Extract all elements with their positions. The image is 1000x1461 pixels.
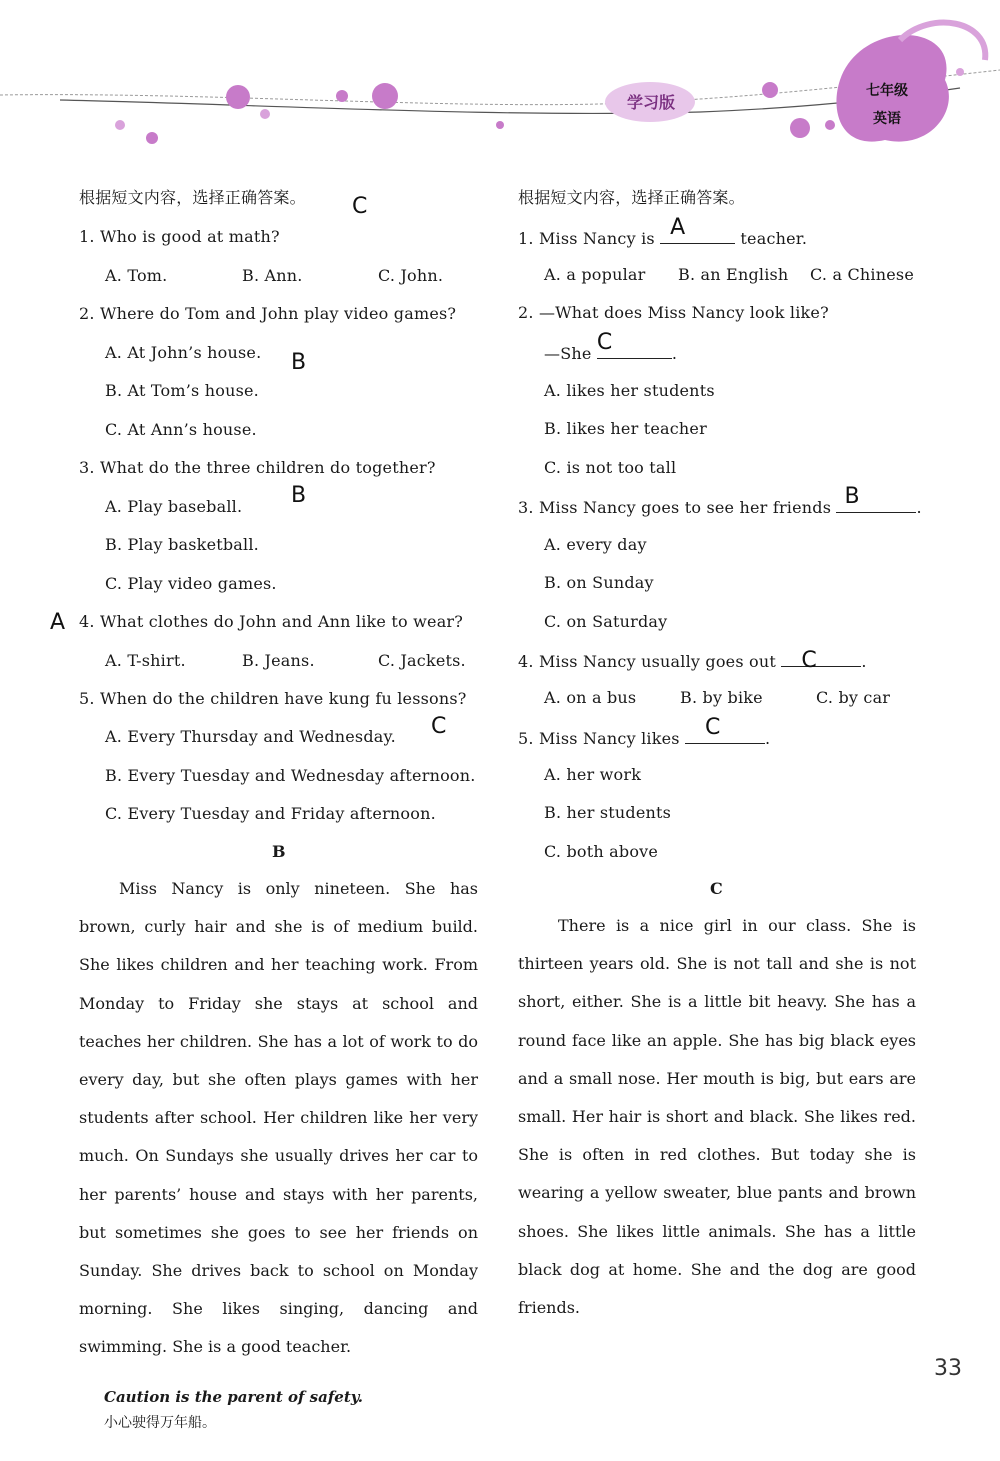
- question-3-stem-end: .: [916, 498, 922, 517]
- question-1-option-c: C. John.: [378, 266, 444, 285]
- question-4-stem-text: 4. Miss Nancy usually goes out: [518, 652, 777, 671]
- question-5-option-b: B. her students: [544, 803, 672, 822]
- header-decoration: [0, 0, 1000, 170]
- handwritten-answer-mark: C: [596, 330, 613, 355]
- question-2-option-a: A. At John’s house.: [105, 343, 262, 362]
- question-1-option-b: B. Ann.: [242, 266, 303, 285]
- question-2-stem: 2. —What does Miss Nancy look like?: [518, 303, 829, 322]
- question-4-stem: [518, 650, 867, 672]
- question-3-stem-text: 3. Miss Nancy goes to see her friends: [518, 498, 832, 517]
- question-5-option-c: C. both above: [544, 842, 659, 861]
- question-4-stem: 4. What clothes do John and Ann like to wear?: [79, 612, 464, 631]
- question-5-option-c: C. Every Tuesday and Friday afternoon.: [105, 804, 436, 823]
- handwritten-answer-mark: A: [670, 215, 686, 240]
- passage-c-text: There is a nice girl in our class. She is thirteen years old. She is not tall and she is not short, either. She is a little bit heavy. She has a round face like an apple. She has big black eyes and a small nose. Her mouth is big, but ears are small. Her hair is short and black. She likes red. She is often in red clothes. But today she is wearing a yellow sweater, blue pants and brown shoes. She likes little animals. She has a little black dog at home. She and the dog are good friends.: [518, 916, 916, 1318]
- section-c-heading: C: [710, 879, 723, 898]
- question-3-option-c: C. on Saturday: [544, 612, 668, 631]
- question-2-option-b: B. At Tom’s house.: [105, 381, 259, 400]
- right-instructions: 根据短文内容，选择正确答案。: [518, 188, 745, 207]
- handwritten-answer-mark: C: [801, 648, 817, 673]
- motto-en-text: Caution is the parent of safety.: [104, 1388, 363, 1406]
- question-4-option-b: B. Jeans.: [242, 651, 315, 670]
- question-4-option-a: A. T-shirt.: [105, 651, 186, 670]
- question-2-option-b: B. likes her teacher: [544, 419, 707, 438]
- question-2-stem: 2. Where do Tom and John play video games?: [79, 304, 457, 323]
- handwritten-answer-mark: A: [50, 610, 66, 635]
- question-2-option-c: C. is not too tall: [544, 458, 677, 477]
- question-5-option-b: B. Every Tuesday and Wednesday afternoon.: [105, 766, 476, 785]
- answer-blank[interactable]: [685, 715, 765, 744]
- question-1-option-b: B. an English: [678, 265, 789, 284]
- passage-b-text: Miss Nancy is only nineteen. She has brown, curly hair and she is of medium build. She likes children and her teaching work. From Monday to Friday she stays at school and teaches her children. She has a lot of work to do every day, but she often plays games with her students after school. Her children like her very much. On Sundays she usually drives her car to her parents’ house and stays with her parents, but sometimes she goes to see her friends on Sunday. She drives back to school on Monday morning. She likes singing, dancing and swimming. She is a good teacher.: [79, 879, 478, 1357]
- question-3-option-b: B. Play basketball.: [105, 535, 259, 554]
- section-b-heading: B: [272, 842, 286, 861]
- footer-motto-en: [104, 1388, 363, 1406]
- question-1-stem: 1. Who is good at math?: [79, 227, 280, 246]
- question-1-stem-text: 1. Miss Nancy is: [518, 229, 655, 248]
- left-instructions: 根据短文内容，选择正确答案。: [79, 188, 306, 207]
- question-5-stem-end: .: [765, 729, 771, 748]
- badge-grade-label: 七年级: [866, 83, 908, 99]
- question-2-answer-end: .: [671, 344, 678, 363]
- question-2-answer-line: [544, 330, 678, 364]
- answer-blank[interactable]: [596, 330, 672, 359]
- question-5-stem: 5. When do the children have kung fu lessons?: [79, 689, 467, 708]
- question-4-stem-end: .: [861, 652, 867, 671]
- question-3-option-c: C. Play video games.: [105, 574, 277, 593]
- handwritten-answer-mark: C: [705, 715, 721, 740]
- question-1-stem: [518, 215, 808, 249]
- question-1-option-a: A. a popular: [544, 265, 646, 284]
- passage-b: [79, 870, 478, 1367]
- badge-left-label: 学习版: [627, 93, 676, 112]
- answer-blank[interactable]: [660, 215, 735, 244]
- passage-c: [518, 907, 916, 1327]
- question-4-option-c: C. by car: [816, 688, 891, 707]
- handwritten-answer-mark: C: [352, 194, 368, 219]
- question-1-option-c: C. a Chinese: [810, 265, 914, 284]
- handwritten-answer-mark: B: [844, 484, 860, 509]
- question-4-option-b: B. by bike: [680, 688, 763, 707]
- handwritten-answer-mark: C: [431, 714, 447, 739]
- footer-motto-cn: 小心驶得万年船。: [104, 1415, 216, 1431]
- question-5-stem: [518, 715, 771, 749]
- answer-blank[interactable]: [781, 648, 861, 673]
- handwritten-answer-mark: B: [291, 350, 307, 375]
- question-4-option-a: A. on a bus: [544, 688, 637, 707]
- question-4-option-c: C. Jackets.: [378, 651, 466, 670]
- question-1-stem-end: teacher.: [740, 229, 808, 248]
- question-3-stem: 3. What do the three children do together?: [79, 458, 436, 477]
- page-number: 33: [934, 1356, 962, 1381]
- question-2-answer-prefix: —She: [544, 344, 592, 363]
- badge-subject-label: 英语: [873, 111, 901, 127]
- question-3-option-a: A. Play baseball.: [105, 497, 243, 516]
- question-1-option-a: A. Tom.: [105, 266, 168, 285]
- handwritten-answer-mark: B: [291, 483, 307, 508]
- question-5-stem-text: 5. Miss Nancy likes: [518, 729, 680, 748]
- question-5-option-a: A. Every Thursday and Wednesday.: [105, 727, 396, 746]
- question-3-stem: [518, 484, 922, 518]
- question-3-option-a: A. every day: [544, 535, 647, 554]
- answer-blank[interactable]: [836, 484, 916, 513]
- question-5-option-a: A. her work: [544, 765, 642, 784]
- question-3-option-b: B. on Sunday: [544, 573, 654, 592]
- question-2-option-c: C. At Ann’s house.: [105, 420, 257, 439]
- question-2-option-a: A. likes her students: [544, 381, 715, 400]
